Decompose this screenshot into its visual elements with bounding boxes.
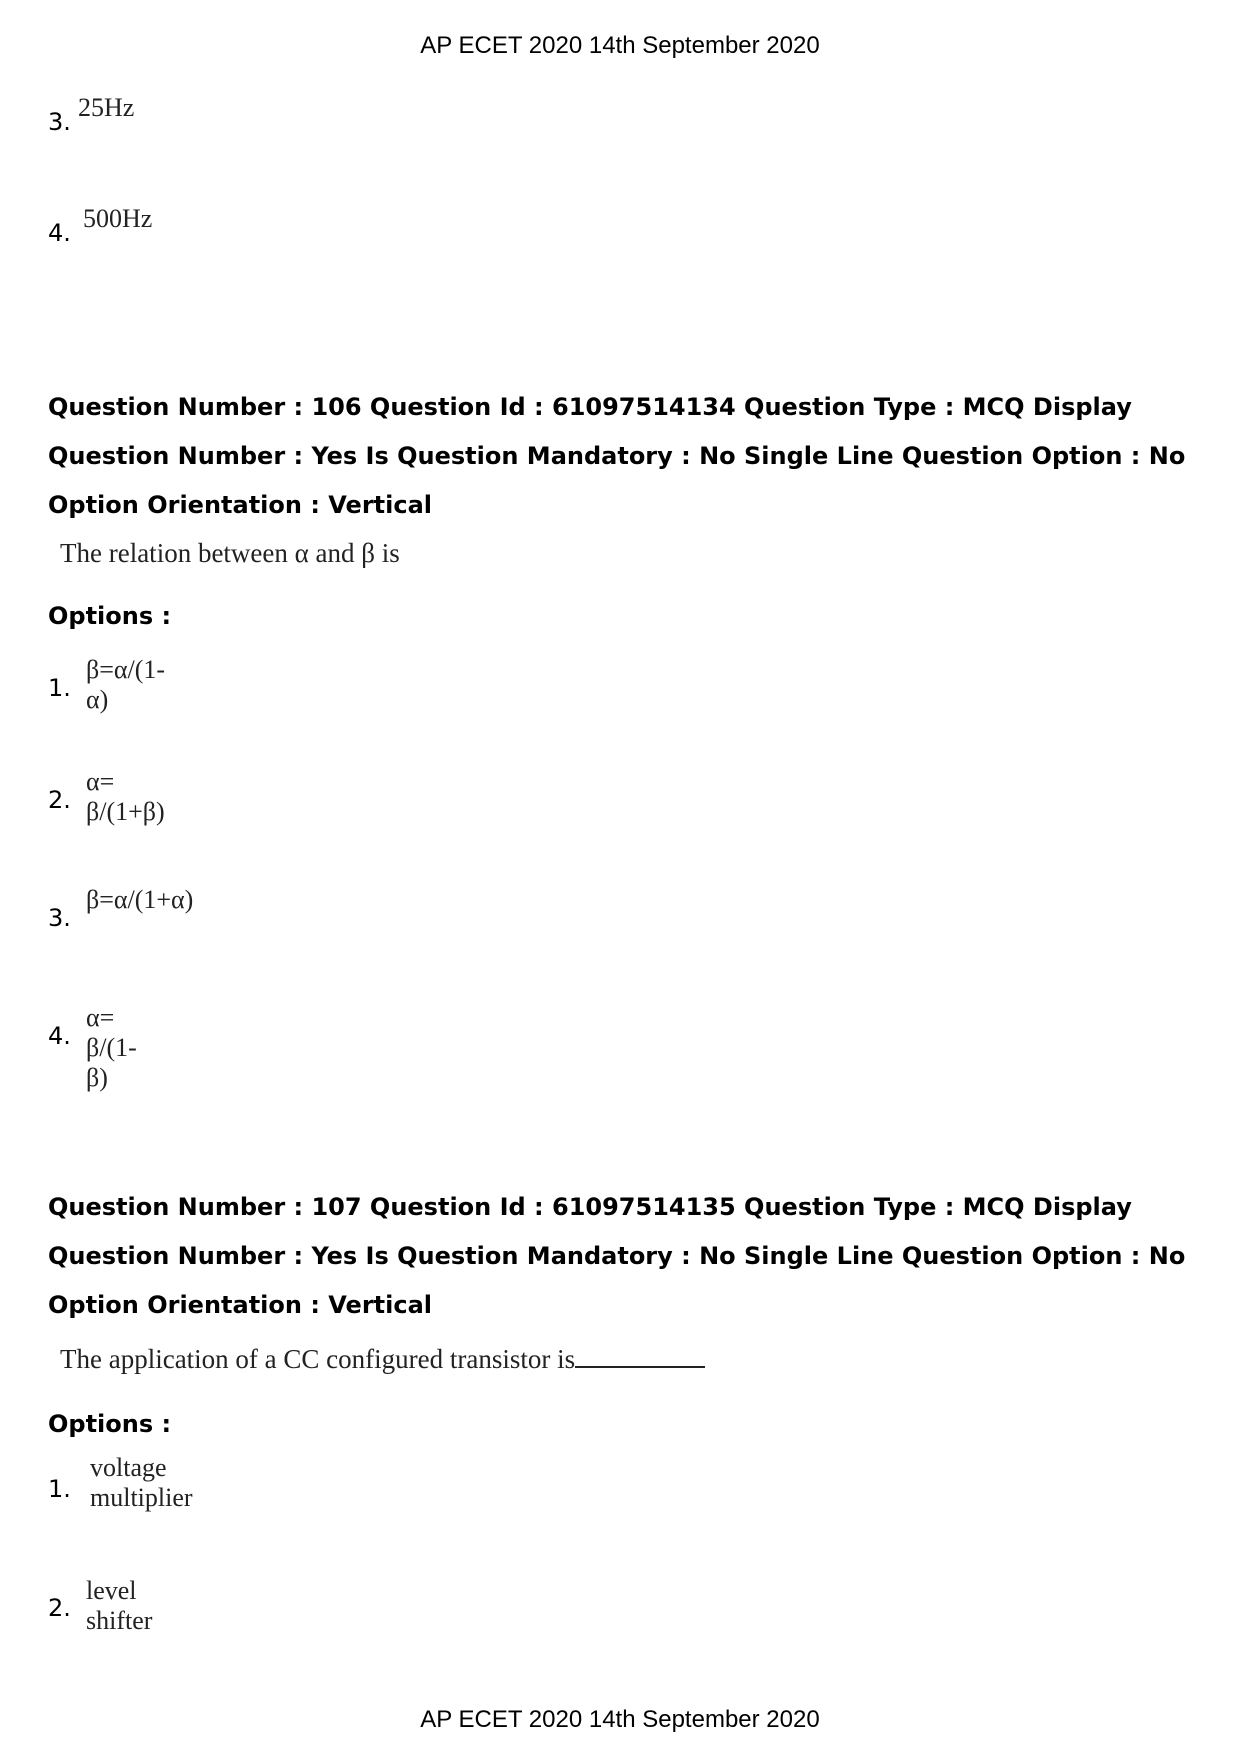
answer-blank: [575, 1344, 705, 1368]
option-number: 3.: [48, 108, 71, 136]
page-footer: AP ECET 2020 14th September 2020: [420, 1706, 820, 1733]
option-number: 4.: [48, 1022, 71, 1050]
option-text: voltage multiplier: [90, 1453, 193, 1512]
option-text: α= β/(1+β): [86, 767, 165, 826]
option-number: 4.: [48, 219, 71, 247]
option-text: β=α/(1+α): [86, 885, 194, 914]
option-text: 500Hz: [83, 204, 153, 233]
options-label: Options :: [48, 1410, 172, 1438]
question-meta: Question Number : 107 Question Id : 61097514135 Question Type : MCQ Display Question Number : Yes Is Question Mandatory : No Single Line Question Option : No Option Orientation : Vertical: [48, 1193, 1186, 1319]
option-number: 2.: [48, 786, 71, 814]
option-text: β=α/(1-α): [86, 655, 166, 714]
options-label: Options :: [48, 602, 172, 630]
question-text: The relation between α and β is: [60, 538, 400, 568]
question-text-line: [60, 1344, 705, 1375]
page-header: AP ECET 2020 14th September 2020: [420, 32, 820, 59]
question-text: The application of a CC configured transistor is: [60, 1344, 576, 1374]
option-number: 1.: [48, 674, 71, 702]
option-text: 25Hz: [78, 93, 135, 122]
option-number: 3.: [48, 904, 71, 932]
option-text: level shifter: [86, 1576, 153, 1635]
question-meta: Question Number : 106 Question Id : 61097514134 Question Type : MCQ Display Question Number : Yes Is Question Mandatory : No Single Line Question Option : No Option Orientation : Vertical: [48, 393, 1186, 519]
option-text: α= β/(1- β): [86, 1003, 137, 1092]
option-number: 1.: [48, 1475, 71, 1503]
option-number: 2.: [48, 1594, 71, 1622]
